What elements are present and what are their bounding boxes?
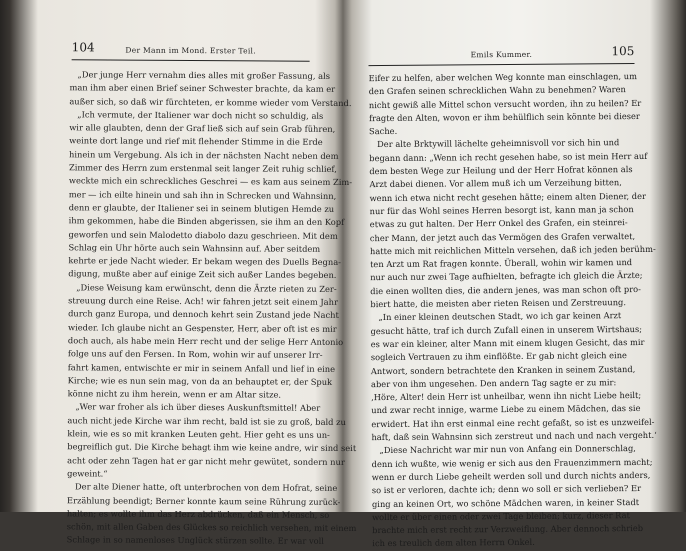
text-line: durch ganz Europa, und dennoch kehrt sein Zustand jede Nacht	[68, 308, 339, 321]
text-line: halten; es wollte ihm das Herz abdrücken, daß ein Mensch, so	[66, 508, 330, 520]
text-line: aber von ihm ungesehen. Den andern Tag sagte er zu mir:	[370, 377, 617, 389]
text-line: wieder. Ich glaube nicht an Gespenster, Herr, aber oft ist es mir	[67, 321, 337, 334]
text-line: ich es treulich dem alten Herrn Onkel.	[372, 537, 535, 549]
text-line: etwas zu gut halten. Der Herr Onkel des Grafen, ein steinrei-	[369, 217, 628, 230]
text-line: fahrt kamen, entwischte er mir in seinem Anfall und lief in eine	[67, 361, 336, 374]
text-line: doch auch, als habe mein Herr recht und der selige Herr Antonio	[67, 335, 344, 347]
text-line: biert hatte, die meisten aber rieten Reisen und Zerstreuung.	[370, 297, 627, 310]
text-line: die einen wollten dies, die andern jenes, was man schon oft pro-	[370, 283, 641, 296]
left-page-number: 104	[71, 40, 95, 55]
text-line: sogleich Vertrauen zu ihm einflößte. Er gab nicht gleich eine	[370, 350, 627, 363]
text-line: „Diese Nachricht war mir nun von Anfang ein Donnerschlag,	[379, 443, 636, 456]
text-line: mer — ich eilte hinein und sah ihn in Schrecken und Wahnsinn,	[68, 188, 337, 201]
text-line: haft, daß sein Wahnsinn sich zerstreut und nach und nach vergeht.‘	[371, 429, 657, 443]
text-line: wenn ich etwa nicht recht gesehen hätte; einem alten Diener, der	[369, 190, 646, 203]
text-line: Eifer zu helfen, aber welchen Weg konnte man einschlagen, um	[368, 71, 638, 84]
text-line: ihm gekommen, habe die Binden abgerissen, sie ihm an den Kopf	[68, 215, 345, 228]
text-line: schön, mit allen Gaben des Glückes so reichlich versehen, mit einem	[66, 521, 357, 534]
right-page-number: 105	[611, 44, 635, 59]
text-line: nur auch nur zwei Tage aufhielten, befragte ich gleich die Ärzte;	[370, 270, 643, 283]
text-line: so ist er verloren, dachte ich; denn wo soll er sich verlieben? Er	[371, 483, 642, 496]
text-line: Erzählung beendigt; Berner konnte kaum seine Rührung zurück-	[66, 494, 341, 507]
text-line: Kirche; wie es nun sein mag, von da an behauptet er, der Spuk	[67, 375, 333, 387]
text-line: Zimmer des Herrn zum erstenmal seit langer Zeit ruhig schlief,	[68, 162, 337, 175]
text-line: begreiflich gut. Die Kirche behagt ihm wie keine andre, wir sind seit	[67, 441, 357, 454]
right-running-head: Emils Kummer.	[470, 49, 533, 60]
text-line: Antwort, sondern betrachtete den Kranken in seinem Zustand,	[370, 363, 636, 376]
left-page	[37, 0, 357, 547]
text-line: „In einer kleinen deutschen Stadt, wo ich gar keinen Arzt	[378, 310, 622, 323]
text-line: „Diese Weisung kam erwünscht, denn die Ärzte rieten zu Zer-	[76, 282, 337, 294]
text-line: nur für das Wohl seines Herren besorgt ist, kann man ja schon	[369, 204, 634, 217]
text-line: wollte er über einen oder zwei Tage bleiben; kurz, dieser Rat	[372, 509, 630, 522]
text-line: dem besten Wege zur Heilung und der Herr Hofrat können als	[369, 164, 633, 177]
text-line: und zwar recht innige, warme Liebe zu einem Mädchen, das sie	[371, 403, 641, 416]
text-line: außer sich, so daß wir fürchteten, er komme wieder vom Verstand.	[69, 95, 352, 108]
text-line: nicht gewiß alle Mittel schon versucht worden, ihn zu heilen? Er	[368, 97, 642, 110]
text-line: es war ein kleiner, alter Mann mit einem klugen Gesicht, das mir	[370, 336, 645, 350]
text-line: geweint.“	[67, 468, 108, 479]
left-running-head: Der Mann im Mond. Erster Teil.	[125, 45, 256, 56]
text-line: wenn er durch Liebe geheilt werden soll und durch nichts anders,	[371, 469, 651, 483]
text-line: den Grafen seinen schrecklichen Wahn zu benehmen? Waren	[368, 84, 626, 97]
text-line: auch nicht jede Kirche war ihm recht, bald ist sie zu groß, bald zu	[67, 415, 346, 427]
left-page-header	[72, 39, 310, 61]
text-line: acht oder zehn Tagen hat er gar nicht mehr gewütet, sondern nur	[67, 454, 345, 467]
right-page-header	[368, 43, 634, 66]
text-line: „Ich vermute, der Italiener war doch nicht so schuldig, als	[77, 109, 324, 121]
text-line: man ihm aber einen Brief seiner Schwester brachte, da kam er	[69, 82, 336, 95]
right-page	[360, 0, 664, 549]
text-line: kehrte er jede Nacht wieder. Er bekam wegen des Duells Begna-	[68, 255, 342, 268]
text-line: weckte mich ein schreckliches Geschrei — es kam aus seinem Zim-	[68, 175, 353, 188]
text-line: geworfen und sein Malodetto diabolo dazu geschrieen. Mit dem	[68, 228, 338, 241]
text-line: gesucht hätte, traf ich durch Zufall einen in unserem Wirtshaus;	[370, 323, 643, 336]
right-page-text	[368, 70, 657, 551]
text-line: denn ich wußte, wie wenig er sich aus den Frauenzimmern macht;	[371, 456, 653, 469]
text-line: ‚Höre, Alter! dein Herr ist unheilbar, wenn ihn nicht Liebe heilt;	[371, 390, 642, 403]
text-line: digung, mußte aber auf einige Zeit sich außer Landes begeben.	[68, 268, 337, 281]
text-line: „Der junge Herr vernahm dies alles mit großer Fassung, als	[77, 69, 331, 81]
text-line: Schlage in so namenloses Unglück stürzen sollte. Er war voll	[66, 534, 325, 547]
text-line: hatte mich mit reichlichen Mitteln versehen, daß ich jeden berühm-	[369, 243, 656, 256]
text-line: „Wer war froher als ich über dieses Auskunftsmittel! Aber	[75, 401, 321, 414]
text-line: folge uns auf den Fersen. In Rom, wohin wir auf unserer Irr-	[67, 348, 323, 361]
left-page-text	[66, 68, 357, 548]
text-line: cher Mann, der jetzt auch das Vermögen des Grafen verwaltet,	[369, 230, 636, 243]
text-line: ten Arzt um Rat fragen konnte. Überall, wohin wir kamen und	[370, 257, 633, 270]
text-line: Arzt dabei dienen. Vor allem muß ich um Verzeihung bitten,	[369, 177, 622, 190]
text-line: erwidert. Hat ihn erst einmal eine recht gefaßt, so ist es unzweifel-	[371, 416, 655, 429]
text-line: streuung durch eine Reise. Ach! wir fahren jetzt seit einem Jahr	[68, 295, 338, 307]
text-line: Schlag ein Uhr hörte auch sein Wahnsinn auf. Aber seitdem	[68, 242, 321, 254]
text-line: könne nicht zu ihm herein, wenn er am Altar sitze.	[67, 388, 282, 400]
text-line: begann dann: „Wenn ich recht gesehen habe, so ist mein Herr auf	[369, 150, 648, 163]
text-line: hinein um Vergebung. Als ich in der nächsten Nacht neben dem	[69, 149, 339, 161]
text-line: klein, wie es so mit kranken Leuten geht. Hier geht es uns un-	[67, 428, 330, 440]
text-line: weinte dort lange und rief mit flehender Stimme in die Erde	[69, 135, 323, 148]
text-line: brachte mich erst recht zur Verzweiflung. Aber dennoch schrieb	[372, 523, 644, 536]
text-line: ging an keinen Ort, wo schöne Mädchen waren, in keiner Stadt	[371, 496, 640, 509]
text-line: wir alle glaubten, denn der Graf ließ sich auf sein Grab führen,	[69, 122, 336, 135]
text-line: denn er glaubte, der Italiener sei in seinem blutigen Hemde zu	[68, 202, 335, 214]
text-line: fragte den Alten, wovon er ihm behülflich sein könnte bei dieser	[368, 110, 640, 124]
text-line: Der alte Brktywill lächelte geheimnisvoll vor sich hin und	[377, 137, 620, 150]
text-line: Der alte Diener hatte, oft unterbrochen von dem Hofrat, seine	[74, 481, 338, 494]
text-line: Sache.	[368, 126, 398, 137]
